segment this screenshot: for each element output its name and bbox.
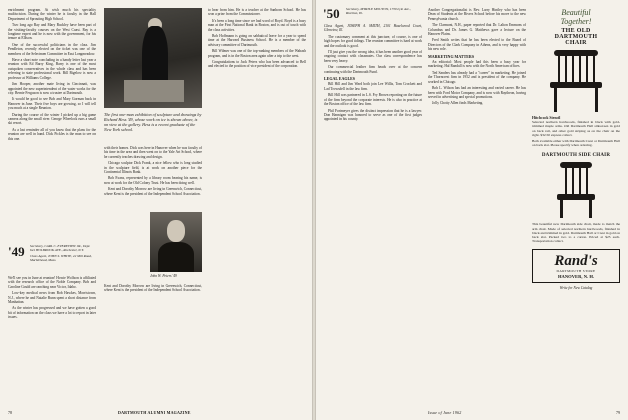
section-heading-marketing: MARKETING MATTERS bbox=[428, 53, 475, 59]
paragraph: Kent and Dorothy Morrow are living in Greenwich, Connecticut, where Kent is the president of the Independent School Association. bbox=[104, 284, 202, 293]
chair-leg bbox=[554, 88, 557, 112]
chair-spindle bbox=[586, 56, 588, 82]
paragraph: Bill Hill was partnered in L.S. Fry Brown reporting on the future of the firm beyond the corporate interests. He is also in practice at the Boston office of the law firm. bbox=[324, 93, 422, 107]
ad-title-line: THE OLD bbox=[561, 28, 591, 34]
paragraph: Bob L. Wilson has had an interesting and varied career. He has been with Ford Motor Company, and is now with Raytheon, having served in advertising and special promotions. bbox=[428, 86, 526, 99]
ad-title-line: CHAIR bbox=[565, 40, 587, 46]
left-column-1 bbox=[8, 8, 96, 143]
chair-spindle bbox=[593, 56, 595, 82]
paragraph: An editorial: Most people had this been a busy year for marketing. Hal Randall is now with the North American offices. bbox=[428, 60, 526, 69]
paragraph: Two long ago Ray and Mary Buckley have been part of the visiting-faculty courses on the West Coast. Ray is a longtime expert and he is now with the government, for his tenure at Ellison. bbox=[8, 23, 96, 41]
ice-photo-caption: The first one-man exhibition of sculpture and drawings by Richard Hess '49, whose work on ice is shown above, is on view at the gallery. Hess is a recent graduate of the New York school. bbox=[104, 112, 202, 132]
chair-spindle bbox=[579, 56, 581, 82]
paragraph: Fred Smith writes that he has been elected to the Board of Directors of the Clark Company in Athens, and is very happy with his new role. bbox=[428, 38, 526, 52]
secretary-line: Secretary, MYRTLE MOUTON, 1730 Lyle Ave., Rivetton, Ill. bbox=[346, 7, 411, 15]
chair-back-rail bbox=[554, 50, 598, 56]
ad-slogan-line: Together! bbox=[560, 17, 592, 26]
chair-spindle bbox=[586, 168, 588, 194]
paragraph: Bill Hill and Jim Ward both join Lee Willis, Tom Crockett and Lad Trowsdell in the law firm. bbox=[324, 82, 422, 91]
ad-slogan bbox=[532, 8, 620, 26]
right-column-2 bbox=[428, 8, 526, 108]
class-year-50: '50 bbox=[323, 6, 340, 21]
ad-title bbox=[532, 28, 620, 46]
paragraph: As a last reminder all of you know that the plans for the reunion are well in hand. Dick Pickles is the man to see on this one. bbox=[8, 127, 96, 141]
class-agent-line: Class Agent, JOSEPH A. SMITH, 2101 Hazelwood Court, Glenview, Ill. bbox=[324, 24, 422, 33]
arm-chair-illustration bbox=[548, 50, 604, 114]
right-column-1 bbox=[324, 24, 422, 124]
store-logo-word: Rand's bbox=[554, 253, 598, 270]
paragraph: Jim Hooper, another mate living in Cincinnati, was appointed the new superintendent of the water works for the city. Bernie Ferguson is now a trustee at Dartmouth. bbox=[8, 82, 96, 95]
catalog-line: Write for New Catalog bbox=[559, 286, 593, 291]
paragraph: Another Congregationalist is Rev. Larry Hintley who has been Dean of Students at the Rivers School before his move to the new Pennsylvania church. bbox=[428, 8, 526, 21]
chair-spindle bbox=[558, 56, 560, 82]
left-page-number: 78 bbox=[8, 410, 12, 415]
paragraph: Chicago sculptor Dick Frank, a nice fellow who is long studied in the sculpture field, is at work on another piece for the Continental Illinois Bank. bbox=[104, 161, 202, 175]
paragraph: with their homes. Dick was here in Hanover when he was faculty of his time in the area and then went on to the Yale Art School, where he currently teaches drawing and design. bbox=[104, 146, 202, 159]
class-agent-line: Class Agent, JOHN S. WHITE, 22 Mill Road, Marblehead, Mass. bbox=[30, 254, 92, 262]
paragraph: During the course of the winter I picked up a big game camera along the small river. George Wheelock runs a small ski resort. bbox=[8, 112, 96, 126]
portrait-head bbox=[167, 220, 185, 242]
portrait-caption: John W. Peters '49 bbox=[150, 274, 177, 278]
store-location: HANOVER, N. H. bbox=[557, 274, 595, 280]
chair-leg bbox=[589, 200, 592, 218]
class-year-49: '49 bbox=[8, 244, 25, 259]
paragraph: Bob Evans, represented by a library room bearing his name, is now at work for the Old Colony Trust. He has been doing well. bbox=[104, 176, 202, 185]
paragraph: to hear from him. He is a teacher at the Sanborn School. He has won a prize from the Commissioner. bbox=[208, 8, 306, 17]
paragraph: We'll see you in June at reunion! Howie Wolfson is affiliated with the research office of the Noble Company. Bob and Caroline Gould are ranching near Victor, Idaho. bbox=[8, 276, 96, 289]
portrait-photo bbox=[150, 212, 202, 272]
portrait-body bbox=[158, 242, 194, 272]
paragraph: Ted Sanders has already had a "career" in marketing. He joined the Thorncrest firm in 1952 and is president of the company. He worked in Chicago. bbox=[428, 70, 526, 84]
left-column-2-bottom bbox=[104, 284, 202, 295]
right-page-number: 79 bbox=[616, 410, 620, 415]
ad-slogan-line: Beautiful bbox=[561, 8, 591, 17]
side-chair-title: DARTMOUTH SIDE CHAIR bbox=[541, 153, 611, 159]
side-chair-illustration bbox=[556, 162, 596, 220]
secretary-address-49 bbox=[30, 244, 96, 262]
chair-leg bbox=[595, 88, 598, 112]
ice-sculpture-photo bbox=[104, 8, 202, 108]
issue-date: Issue of June 1962 bbox=[428, 410, 462, 415]
side-chair-description: This beautiful new Dartmouth side chair, made to match the arm chair. Made of selected northern hardwoods, finished in black and trimmed in gold. Dartmouth Hall or Crest in gold on back slat. Packed two to a carton. Priced at $25 each. Transportation collect. bbox=[532, 222, 620, 244]
secretary-line: Secretary, CARL C. EVEREVIEW JR., Dept. 641 HOLBROOK AVE., Rochester, N.Y. bbox=[30, 244, 91, 252]
arm-chair-description bbox=[532, 116, 620, 137]
store-logo-line: DARTMOUTH STORE bbox=[556, 269, 596, 274]
secretary-address-50 bbox=[346, 7, 418, 15]
arm-chair-desc-text: Selected northern hardwoods, finished in black with gold-trimmed maple arms. Old Dartmouth Hall silkscreen in gold on back rail, and other gold striping as on the chair on the right. $32.50 express collect. bbox=[532, 120, 620, 137]
arm-chair-desc-title: Hitchcock Stencil bbox=[532, 116, 561, 120]
chair-spindle bbox=[579, 168, 581, 194]
chair-spindle bbox=[565, 56, 567, 82]
paragraph: As the winter has progressed and we have gotten a good bit of information on the class we have a lot to report in later issues. bbox=[8, 306, 96, 320]
paragraph: Have a short note concluding in a handy letter last year a reunion with Ed Barry King, Barry is one of the most outspoken conservatives in the whole class and has been referring to state professional work. Bill Bigelow is now a professor at Williams College. bbox=[8, 58, 96, 80]
left-page bbox=[0, 0, 312, 420]
paragraph: I'll just give you the wrong idea, it has been another good year of ongoing contact with classmates. Our class correspondence has been very heavy. bbox=[324, 50, 422, 63]
paragraph: Our commercial leather firm heads over at the concern continuing with the Dartmouth Fund. bbox=[324, 65, 422, 74]
ad-title-line: DARTMOUTH bbox=[554, 34, 598, 40]
paragraph: Bill Wilmer was one of the top-ranking members of the Wabash program, and is in the Boston area again after a trip to the west. bbox=[208, 49, 306, 58]
left-column-2 bbox=[104, 146, 202, 198]
magazine-name: DARTMOUTH ALUMNI MAGAZINE bbox=[118, 410, 191, 415]
section-heading-legal-eagles: LEGAL EAGLES bbox=[324, 76, 356, 82]
ice-block bbox=[124, 80, 184, 102]
paragraph: The Clarmont, N.H., paper reported that Dr. Lalton Emmons of Columbus and Dr. James G. Matthews gave a lecture on the Hanover Plains. bbox=[428, 23, 526, 37]
left-column-1-bottom bbox=[8, 276, 96, 322]
paragraph: Phil Fortmeyer gives the distinct impression that he is a lawyer. Don Hannigan was honored to serve as one of the first judges appointed in his county. bbox=[324, 108, 422, 122]
store-logo bbox=[532, 249, 620, 283]
paragraph: Jolly Chotty Allen finds Marketing. bbox=[432, 101, 484, 106]
chair-advertisement bbox=[532, 8, 620, 400]
paragraph: One of the successful politicians in the class. Jim Pendleton, recently elected on the ticket was one of the members of the Selectmen Committee in East Longmeadow. bbox=[8, 42, 96, 56]
chair-spindle bbox=[572, 168, 574, 194]
left-column-3 bbox=[208, 8, 306, 71]
chair-spindle bbox=[565, 168, 567, 194]
paragraph: Low-key medical news from Bob Hawkes, Morristown, N.J., where he and Natalie Bunn spent a short distance from Manhattan. bbox=[8, 291, 96, 305]
paragraph: Bob Hoffmann is going on sabbatical leave for a year to spend time at the Harvard Business School. He is a member of the advisory committee of Dartmouth. bbox=[208, 34, 306, 47]
paragraph: The customary comment at this juncture, of course, is one of high hopes for good tidings. The reunion committee is hard at work and the outlook is good. bbox=[324, 34, 422, 48]
paragraph: Congratulations to Jack Peters who has been advanced to Bell and elected to the position of vice president of the corporation. bbox=[208, 60, 306, 69]
chair-leg bbox=[560, 200, 563, 218]
arm-chair-note: Both available either with Dartmouth Crest or Dartmouth Hall on back slat. Please specify when ordering. bbox=[532, 139, 620, 148]
paragraph: It would be good to see Bob and Mary Gorman back in Hanover in June. Their five boys are growing, so I will tell you much at a single Reunion. bbox=[8, 97, 96, 111]
paragraph: Kent and Dorothy Morrow are living in Greenwich, Connecticut, where Kent is the president of the Independent School Association. bbox=[104, 187, 202, 196]
paragraph: enrichment program. At wish much his speciality multiscision. During the winter he is faculty in the Hall Department of Sprouting High School. bbox=[8, 8, 96, 21]
right-page bbox=[316, 0, 628, 420]
chair-spindle bbox=[572, 56, 574, 82]
paragraph: It's been a long time since we had word of Boyd. Boyd is a busy man at the First National Bank in Boston, and is out of touch with the class activities. bbox=[208, 18, 306, 32]
